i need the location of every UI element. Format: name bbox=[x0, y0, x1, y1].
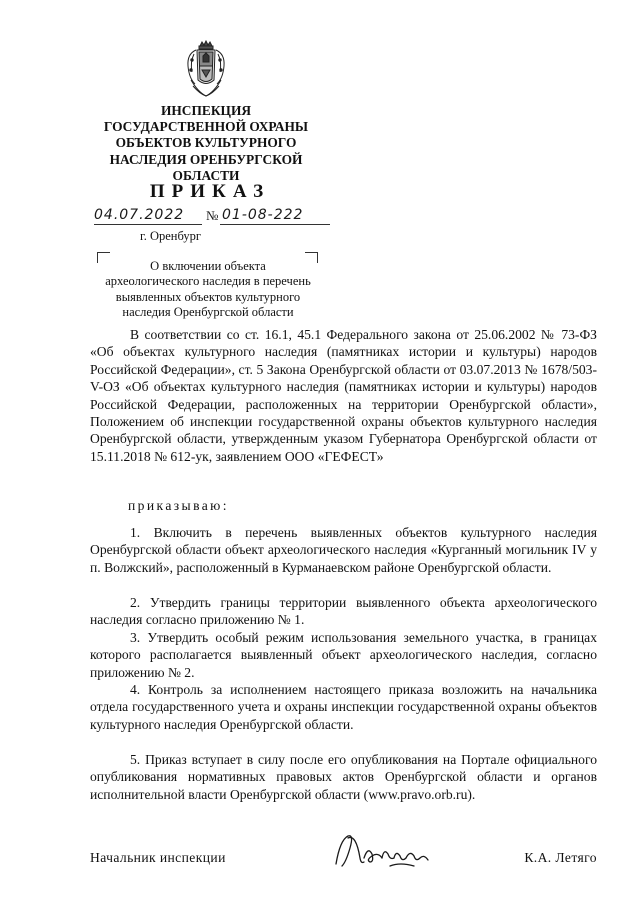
org-line: ГОСУДАРСТВЕННОЙ ОХРАНЫ bbox=[103, 119, 309, 135]
org-line: ИНСПЕКЦИЯ bbox=[160, 103, 252, 118]
number-sign: № bbox=[206, 208, 219, 223]
subject-line: О включении объекта bbox=[150, 259, 266, 273]
subject-line: археологического наследия в перечень bbox=[105, 274, 311, 289]
order-number: 01-08-222 bbox=[222, 207, 304, 223]
number-underline bbox=[220, 224, 330, 225]
signer-name: К.А. Летяго bbox=[524, 850, 597, 865]
signature-block bbox=[90, 850, 597, 870]
date-number-row bbox=[94, 207, 334, 227]
subject-line: наследия Оренбургской области bbox=[122, 305, 294, 320]
order-date: 04.07.2022 bbox=[94, 207, 185, 223]
organization-name bbox=[88, 103, 324, 184]
org-line: НАСЛЕДИЯ ОРЕНБУРГСКОЙ bbox=[109, 151, 303, 167]
subject-line: выявленных объектов культурного bbox=[115, 289, 301, 304]
signer-position: Начальник инспекции bbox=[90, 850, 226, 865]
preamble-paragraph: В соответствии со ст. 16.1, 45.1 Федерального закона от 25.06.2002 № 73-ФЗ «Об объектах культурного наследия (памятниках истории и культуры) народов Российской Федерации», ст. 5 Закона Оренбургской области от 03.07.2013 № 1678/503-V-ОЗ «Об объектах культурного наследия (памятниках истории и культуры) народов Российской Федерации, расположенных на территории Оренбургской области», Положением об инспекции государственной охраны объектов культурного наследия Оренбургской области, утвержденным указом Губернатора Оренбургской области от 15.11.2018 № 612-ук, заявлением ООО «ГЕФЕСТ» bbox=[90, 327, 597, 464]
order-title: ПРИКАЗ bbox=[149, 181, 271, 202]
coat-of-arms-icon bbox=[183, 40, 229, 98]
order-item-1: 1. Включить в перечень выявленных объектов культурного наследия Оренбургской области объект археологического наследия «Курганный могильник IV у п. Волжский», расположенный в Курманаевском районе Оренбургской области. bbox=[90, 525, 597, 575]
order-item-3: 3. Утвердить особый режим использования земельного участка, в границах которого располагается выявленный объект археологического наследия, согласно приложению № 2. bbox=[90, 630, 597, 680]
order-item-5: 5. Приказ вступает в силу после его опубликования на Портале официального опубликования нормативных правовых актов Оренбургской области и органов исполнительной власти Оренбургской области (www.pravo.orb.ru). bbox=[90, 752, 597, 802]
org-line: ОБЛАСТИ bbox=[172, 167, 240, 183]
order-subject bbox=[98, 259, 318, 321]
date-underline bbox=[94, 224, 202, 225]
order-item-4: 4. Контроль за исполнением настоящего приказа возложить на начальника отдела государственного учета и охраны инспекции государственной охраны объектов культурного наследия Оренбургской области. bbox=[90, 682, 597, 732]
order-item-2: 2. Утвердить границы территории выявленного объекта археологического наследия согласно приложению № 1. bbox=[90, 595, 597, 628]
city: г. Оренбург bbox=[140, 229, 201, 243]
command-word: приказываю: bbox=[128, 498, 229, 513]
org-line: ОБЪЕКТОВ КУЛЬТУРНОГО bbox=[115, 135, 297, 151]
